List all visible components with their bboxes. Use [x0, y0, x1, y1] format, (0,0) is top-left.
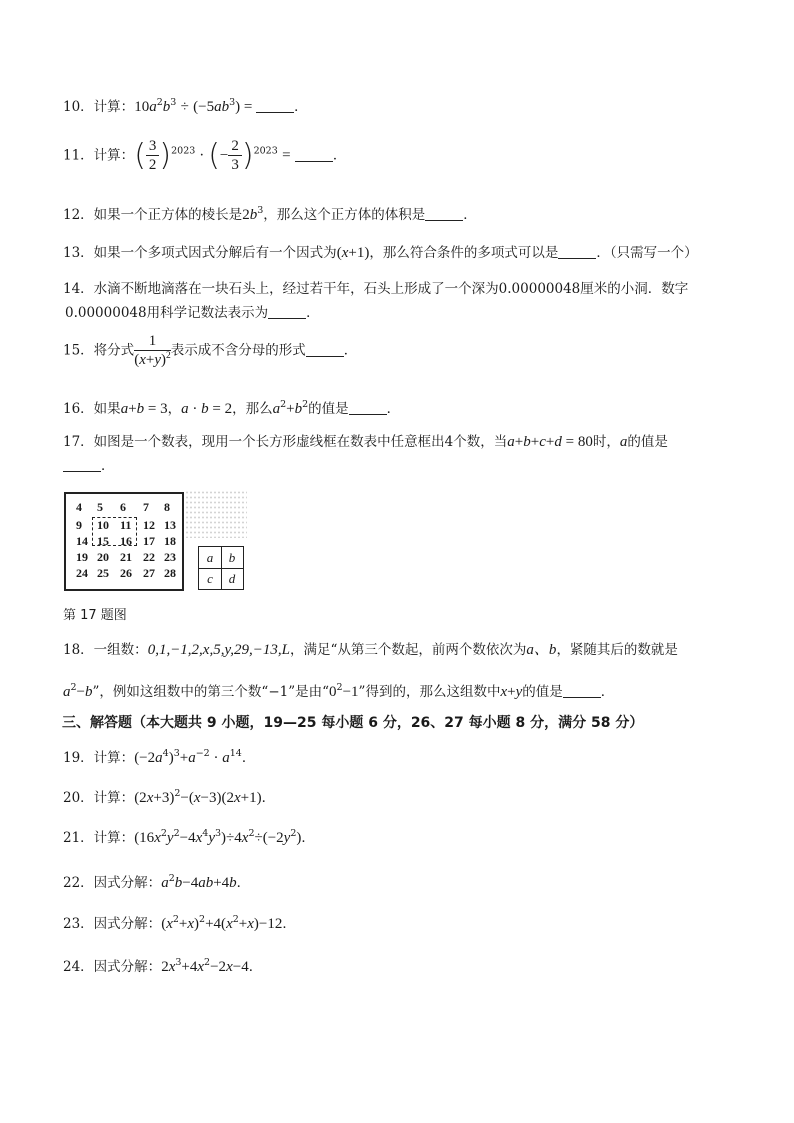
table-cell: 14 [76, 534, 88, 548]
grid-cell-c: c [199, 568, 222, 589]
table-cell: 15 [97, 534, 109, 548]
table-cell: 9 [76, 518, 82, 532]
question-17: 17．如图是一个数表，现用一个长方形虚线框在数表中任意框出4个数，当a+b+c+d = 80时，a的值是 ． [63, 434, 668, 474]
grid-cell-d: d [228, 571, 236, 586]
table-cell: 28 [164, 566, 176, 580]
question-12: 12．如果一个正方体的棱长是$2b^3$，那么这个正方体的体积是 ． [63, 205, 477, 223]
table-cell: 17 [143, 534, 155, 548]
question-20: 20．计算：$(2x+3)^2-(x-3)(2x+1)$． [63, 788, 276, 806]
table-cell: 19 [76, 550, 88, 564]
table-cell: 6 [120, 500, 126, 514]
abcd-grid-figure [198, 546, 244, 590]
answer-blank[interactable] [425, 206, 463, 221]
answer-blank[interactable] [63, 457, 101, 472]
question-13: 13．如果一个多项式因式分解后有一个因式为(x+1)，那么符合条件的多项式可以是 ．（只需写一个） [63, 245, 698, 261]
question-18-line2: $a^2-b$”，例如这组数中的第三个数“−1”是由“$0^2-1$”得到的，那么这组数中x+y的值是 ． [63, 682, 615, 700]
table-cell: 26 [120, 566, 132, 580]
table-cell: 23 [164, 550, 176, 564]
figure-caption: 第 17 题图 [63, 608, 127, 623]
answer-blank[interactable] [558, 244, 596, 259]
question-15: 15．将分式 $\frac{1}{(x+y)^2}$ 表示成不含分母的形式 ． [63, 333, 358, 368]
table-cell: 24 [76, 566, 88, 580]
question-22: 22．因式分解：$a^2b-4ab+4b$． [63, 873, 251, 891]
question-24: 24．因式分解：$2x^3+4x^2-2x-4$． [63, 957, 263, 975]
question-19: 19．计算：$(-2a^4)^3+a^{-2} \cdot a^{14}$． [63, 748, 256, 766]
table-cell: 16 [120, 534, 132, 548]
question-18: 18．一组数：0,1,−1,2,x,5,y,29,−13,L，满足“从第三个数起，前两个数依次为a、b，紧随其后的数就是 [63, 642, 678, 658]
table-cell: 12 [143, 518, 155, 532]
table-cell: 4 [76, 500, 82, 514]
table-cell: 21 [120, 550, 132, 564]
dashed-rectangle [92, 517, 137, 546]
answer-blank[interactable] [295, 147, 333, 162]
table-cell: 10 [97, 518, 109, 532]
scan-noise [185, 490, 247, 538]
section-3-heading: 三、解答题（本大题共 9 小题，19—25 每小题 6 分，26、27 每小题 8 分，满分 58 分） [62, 715, 644, 731]
question-21: 21．计算：$(16x^2y^2-4x^4y^3)\div 4x^2\div(-2y^2)$． [63, 828, 315, 846]
question-23: 23．因式分解：$(x^2+x)^2+4(x^2+x)-12$． [63, 914, 296, 932]
table-cell: 5 [97, 500, 103, 514]
answer-blank[interactable] [268, 304, 306, 319]
table-cell: 27 [143, 566, 155, 580]
table-cell: 22 [143, 550, 155, 564]
answer-blank[interactable] [563, 683, 601, 698]
table-cell: 11 [120, 518, 132, 532]
table-cell: 18 [164, 534, 176, 548]
question-14: 14．水滴不断地滴落在一块石头上，经过若干年，石头上形成了一个深为0.00000048厘米的小洞．数字 0.00000048用科学记数法表示为 ． [63, 281, 689, 321]
table-cell: 13 [164, 518, 176, 532]
table-cell: 8 [164, 500, 170, 514]
question-11: 11．计算：( $\frac{3}{2}$ )$^{2023}$ · (− $\frac{2}{3}$ )$^{2023}$ = ． [63, 138, 347, 173]
table-cell: 20 [97, 550, 109, 564]
grid-cell-a: a [199, 547, 222, 569]
answer-blank[interactable] [256, 98, 294, 113]
answer-blank[interactable] [306, 342, 344, 357]
question-10: 10．计算：$10a^2b^3 \div (-5ab^3)$ = ． [63, 97, 308, 115]
question-16: 16．如果a+b = 3，a · b = 2，那么$a^2+b^2$的值是 ． [63, 399, 401, 417]
answer-blank[interactable] [349, 400, 387, 415]
table-cell: 7 [143, 500, 149, 514]
table-cell: 25 [97, 566, 109, 580]
grid-cell-b: b [221, 547, 243, 569]
